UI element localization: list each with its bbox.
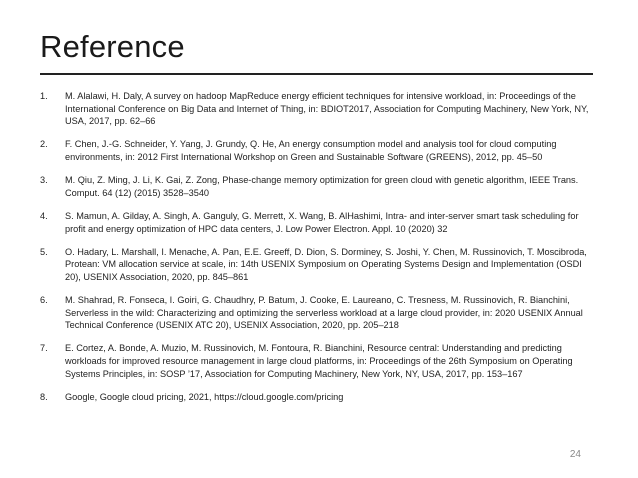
reference-item-2	[40, 138, 600, 163]
page-number: 24	[569, 449, 581, 460]
reference-number: 4.	[40, 210, 48, 221]
reference-number: 8.	[40, 391, 48, 402]
reference-text: O. Hadary, L. Marshall, I. Menache, A. Pan, E.E. Greeff, D. Dion, S. Dorminey, S. Joshi, Y. Chen, M. Russinovich, T. Moscibroda, Protean: VM allocation service at scale, in: 14th USENIX Symposium on Operating Systems Design and Implementation (OSDI 20), USENIX Association, 2020, pp. 845–861	[65, 246, 587, 282]
reference-text: Google, Google cloud pricing, 2021, https://cloud.google.com/pricing	[65, 391, 344, 402]
reference-text: M. Shahrad, R. Fonseca, I. Goiri, G. Chaudhry, P. Batum, J. Cooke, E. Laureano, C. Tresness, M. Russinovich, R. Bianchini, Serverless in the wild: Characterizing and optimizing the serverless workload at a large cloud provider, in: 2020 USENIX Annual Technical Conference (USENIX ATC 20), USENIX Association, 2020, pp. 205–218	[65, 295, 583, 331]
reference-number: 3.	[40, 175, 48, 186]
reference-number: 2.	[40, 139, 48, 150]
reference-list	[40, 90, 600, 414]
reference-number: 6.	[40, 295, 48, 306]
reference-item-8	[40, 391, 600, 404]
reference-number: 1.	[40, 91, 48, 101]
reference-item-5	[40, 246, 600, 284]
reference-item-6	[40, 294, 600, 332]
reference-item-4	[40, 210, 600, 235]
reference-item-3	[40, 174, 600, 199]
reference-text: M. Alalawi, H. Daly, A survey on hadoop MapReduce energy efficient techniques for intensive workload, in: Proceedings of the International Conference on Big Data and Internet of Thing, in: BDIOT2017, Association for Computing Machinery, New York, NY, USA, 2017, pp. 62–66	[65, 91, 589, 127]
reference-text: M. Qiu, Z. Ming, J. Li, K. Gai, Z. Zong, Phase-change memory optimization for green cloud with genetic algorithm, IEEE Trans. Comput. 64 (12) (2015) 3528–3540	[65, 175, 579, 198]
title-divider	[40, 73, 593, 75]
reference-item-7	[40, 342, 600, 380]
reference-number: 5.	[40, 246, 48, 257]
reference-number: 7.	[40, 343, 48, 354]
slide-title: Reference	[40, 29, 185, 64]
reference-text: F. Chen, J.-G. Schneider, Y. Yang, J. Grundy, Q. He, An energy consumption model and analysis tool for cloud computing environments, in: 2012 First International Workshop on Green and Sustainable Software (GREENS), 2012, pp. 45–50	[65, 139, 557, 162]
reference-text: E. Cortez, A. Bonde, A. Muzio, M. Russinovich, M. Fontoura, R. Bianchini, Resource central: Understanding and predicting workloads for improved resource management in large cloud platforms, in: Proceedings of the 26th Symposium on Operating Systems Principles, in: SOSP ’17, Association for Computing Machinery, New York, NY, USA, 2017, pp. 153–167	[65, 343, 573, 379]
reference-text: S. Mamun, A. Gilday, A. Singh, A. Ganguly, G. Merrett, X. Wang, B. AlHashimi, Intra- and inter-server smart task scheduling for profit and energy optimization of HPC data centers, J. Low Power Electron. Appl. 10 (2020) 32	[65, 210, 579, 234]
reference-item-1	[40, 90, 600, 128]
